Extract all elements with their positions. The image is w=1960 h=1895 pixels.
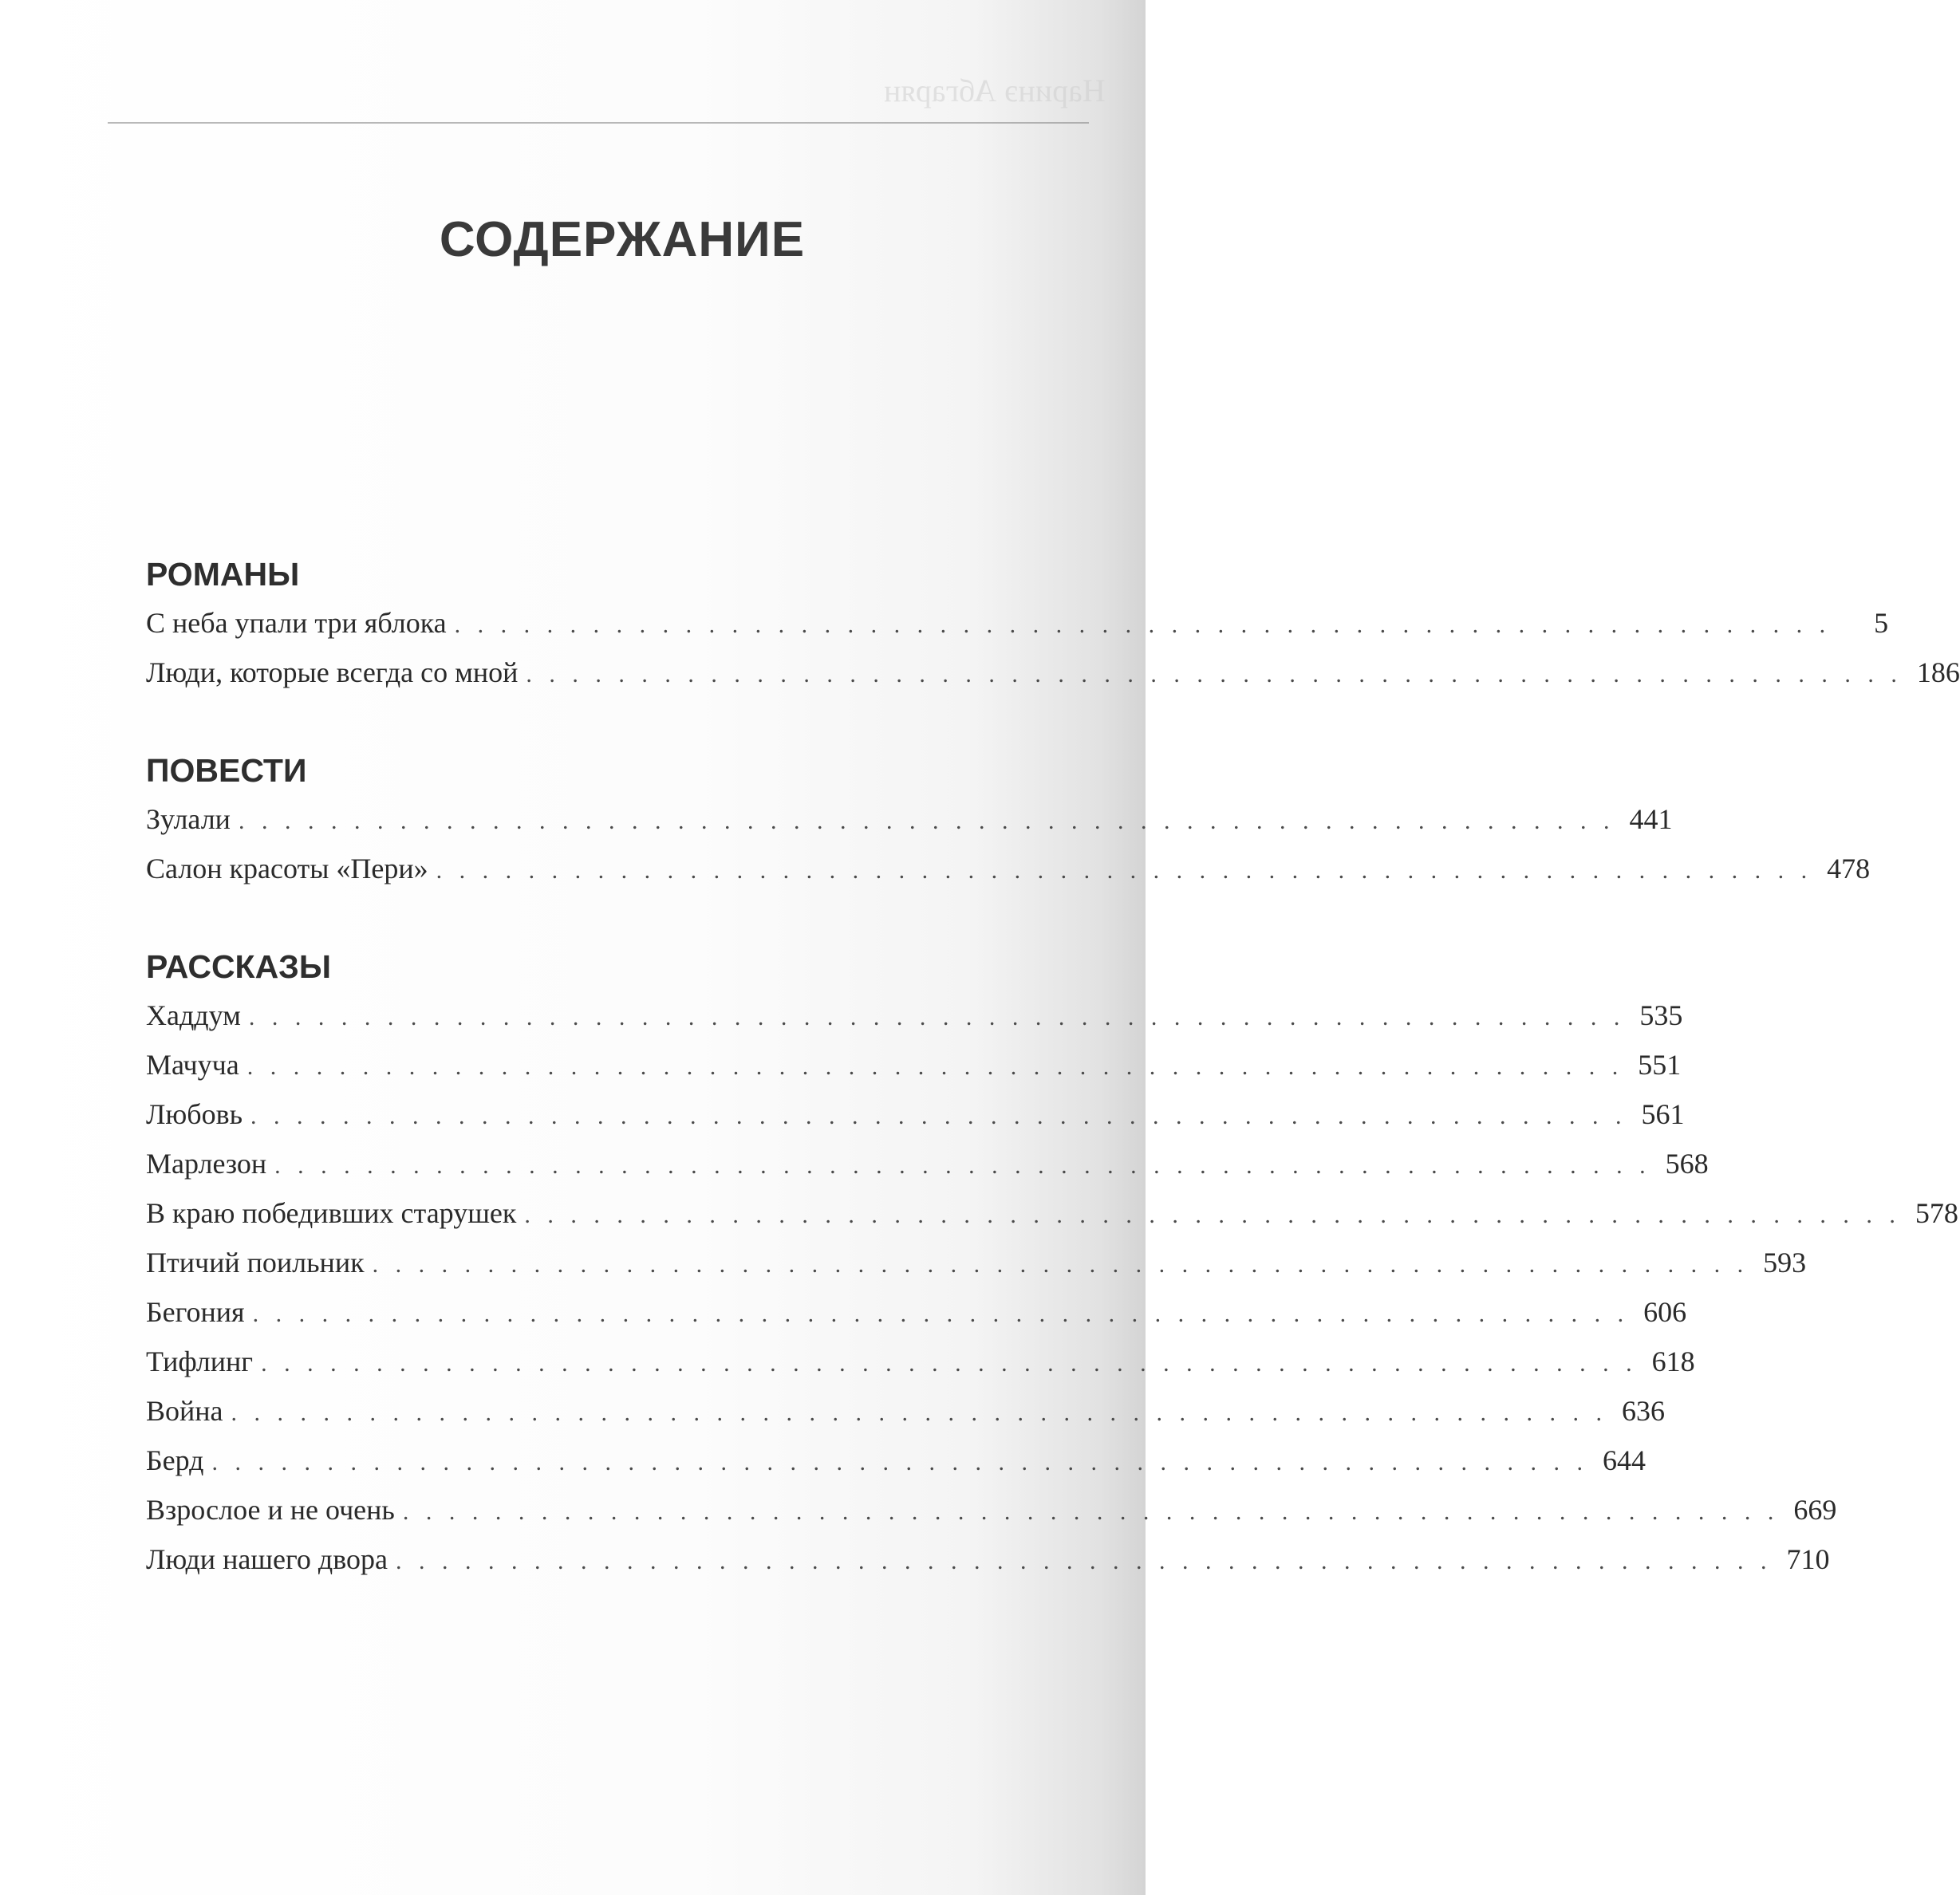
entry-title: Война bbox=[146, 1395, 223, 1427]
toc-entry[interactable] bbox=[146, 1238, 1807, 1287]
dot-leader: . . . . . . . . . . . . . . . . . . . . . . . . . . . . . . . . . . . . . . . . . . . . . . . . . . . . . . . . . . . . bbox=[402, 1499, 1780, 1525]
entry-title: Бегония bbox=[146, 1296, 245, 1328]
entry-page-number: 606 bbox=[1643, 1296, 1687, 1328]
toc-entry[interactable] bbox=[146, 1287, 1687, 1337]
toc-entry[interactable] bbox=[146, 598, 1889, 648]
entry-title: Хаддум bbox=[146, 999, 241, 1031]
entry-title: Люди, которые всегда со мной bbox=[146, 656, 519, 688]
dot-leader: . . . . . . . . . . . . . . . . . . . . . . . . . . . . . . . . . . . . . . . . . . . . . . . . . . . . . . . . . . . . bbox=[436, 857, 1813, 884]
dot-leader: . . . . . . . . . . . . . . . . . . . . . . . . . . . . . . . . . . . . . . . . . . . . . . . . . . . . . . . . . . . . bbox=[454, 612, 1832, 638]
section-heading: ПОВЕСТИ bbox=[146, 752, 307, 789]
entry-page-number: 593 bbox=[1763, 1247, 1807, 1278]
entry-page-number: 535 bbox=[1639, 999, 1683, 1031]
toc-entry[interactable] bbox=[146, 1535, 1830, 1584]
dot-leader: . . . . . . . . . . . . . . . . . . . . . . . . . . . . . . . . . . . . . . . . . . . . . . . . . . . . . . . . . . . . bbox=[238, 808, 1615, 834]
toc-section-stories bbox=[146, 943, 1958, 1584]
toc-entry[interactable] bbox=[146, 794, 1673, 844]
dot-leader: . . . . . . . . . . . . . . . . . . . . . . . . . . . . . . . . . . . . . . . . . . . . . . . . . . . . . . . . . . . . bbox=[211, 1449, 1588, 1475]
dot-leader: . . . . . . . . . . . . . . . . . . . . . . . . . . . . . . . . . . . . . . . . . . . . . . . . . . . . . . . . . . . . bbox=[250, 1103, 1627, 1129]
header-rule bbox=[108, 122, 1089, 124]
entry-page-number: 578 bbox=[1915, 1197, 1958, 1229]
entry-page-number: 186 bbox=[1916, 656, 1960, 688]
dot-leader: . . . . . . . . . . . . . . . . . . . . . . . . . . . . . . . . . . . . . . . . . . . . . . . . . . . . . . . . . . . . bbox=[526, 661, 1903, 687]
entry-page-number: 644 bbox=[1603, 1444, 1646, 1476]
toc-entry[interactable] bbox=[146, 844, 1871, 893]
dot-leader: . . . . . . . . . . . . . . . . . . . . . . . . . . . . . . . . . . . . . . . . . . . . . . . . . . . . . . . . . . . . bbox=[274, 1152, 1651, 1179]
entry-title: Берд bbox=[146, 1444, 204, 1476]
toc-entry[interactable] bbox=[146, 1089, 1685, 1139]
entry-page-number: 551 bbox=[1638, 1049, 1682, 1081]
dot-leader: . . . . . . . . . . . . . . . . . . . . . . . . . . . . . . . . . . . . . . . . . . . . . . . . . . . . . . . . . . . . bbox=[231, 1400, 1608, 1426]
toc-entry[interactable] bbox=[146, 1386, 1666, 1436]
toc-entry[interactable] bbox=[146, 1040, 1682, 1089]
toc-entry[interactable] bbox=[146, 1188, 1958, 1238]
entry-title: Зулали bbox=[146, 803, 231, 835]
entry-page-number: 561 bbox=[1641, 1098, 1685, 1130]
entry-page-number: 710 bbox=[1786, 1543, 1830, 1575]
entry-title: Мачуча bbox=[146, 1049, 239, 1081]
dot-leader: . . . . . . . . . . . . . . . . . . . . . . . . . . . . . . . . . . . . . . . . . . . . . . . . . . . . . . . . . . . . bbox=[248, 1004, 1626, 1030]
entry-page-number: 568 bbox=[1665, 1148, 1709, 1180]
page-title: СОДЕРЖАНИЕ bbox=[439, 212, 806, 267]
entry-title: Взрослое и не очень bbox=[146, 1494, 395, 1526]
entry-title: Любовь bbox=[146, 1098, 243, 1130]
entry-page-number: 669 bbox=[1793, 1494, 1837, 1526]
entry-title: Птичий поильник bbox=[146, 1247, 365, 1278]
entry-title: В краю победивших старушек bbox=[146, 1197, 517, 1229]
entry-page-number: 478 bbox=[1827, 853, 1871, 884]
toc-entry[interactable] bbox=[146, 991, 1683, 1040]
toc-entry[interactable] bbox=[146, 1485, 1837, 1535]
dot-leader: . . . . . . . . . . . . . . . . . . . . . . . . . . . . . . . . . . . . . . . . . . . . . . . . . . . . . . . . . . . . bbox=[261, 1350, 1638, 1377]
entry-title: Тифлинг bbox=[146, 1345, 254, 1377]
entry-page-number: 5 bbox=[1874, 607, 1889, 639]
entry-title: С неба упали три яблока bbox=[146, 607, 447, 639]
entry-title: Марлезон bbox=[146, 1148, 267, 1180]
entry-title: Люди нашего двора bbox=[146, 1543, 388, 1575]
toc-entry[interactable] bbox=[146, 1139, 1709, 1188]
dot-leader: . . . . . . . . . . . . . . . . . . . . . . . . . . . . . . . . . . . . . . . . . . . . . . . . . . . . . . . . . . . . bbox=[524, 1202, 1901, 1228]
toc-section-novels bbox=[146, 550, 1960, 697]
table-of-contents bbox=[146, 550, 1960, 1584]
running-head: Наринэ Абгарян bbox=[884, 73, 1106, 108]
toc-entry[interactable] bbox=[146, 1337, 1695, 1386]
entry-page-number: 441 bbox=[1629, 803, 1673, 835]
entry-page-number: 636 bbox=[1622, 1395, 1666, 1427]
toc-entry[interactable] bbox=[146, 648, 1960, 697]
entry-page-number: 618 bbox=[1651, 1345, 1695, 1377]
dot-leader: . . . . . . . . . . . . . . . . . . . . . . . . . . . . . . . . . . . . . . . . . . . . . . . . . . . . . . . . . . . . bbox=[252, 1301, 1630, 1327]
dot-leader: . . . . . . . . . . . . . . . . . . . . . . . . . . . . . . . . . . . . . . . . . . . . . . . . . . . . . . . . . . . . bbox=[395, 1548, 1773, 1574]
entry-title: Салон красоты «Пери» bbox=[146, 853, 428, 884]
toc-entry[interactable] bbox=[146, 1436, 1646, 1485]
section-heading: РАССКАЗЫ bbox=[146, 948, 332, 985]
dot-leader: . . . . . . . . . . . . . . . . . . . . . . . . . . . . . . . . . . . . . . . . . . . . . . . . . . . . . . . . . . . . bbox=[246, 1054, 1624, 1080]
toc-section-novellas bbox=[146, 747, 1871, 893]
section-heading: РОМАНЫ bbox=[146, 556, 300, 593]
dot-leader: . . . . . . . . . . . . . . . . . . . . . . . . . . . . . . . . . . . . . . . . . . . . . . . . . . . . . . . . . . . . bbox=[372, 1251, 1749, 1278]
